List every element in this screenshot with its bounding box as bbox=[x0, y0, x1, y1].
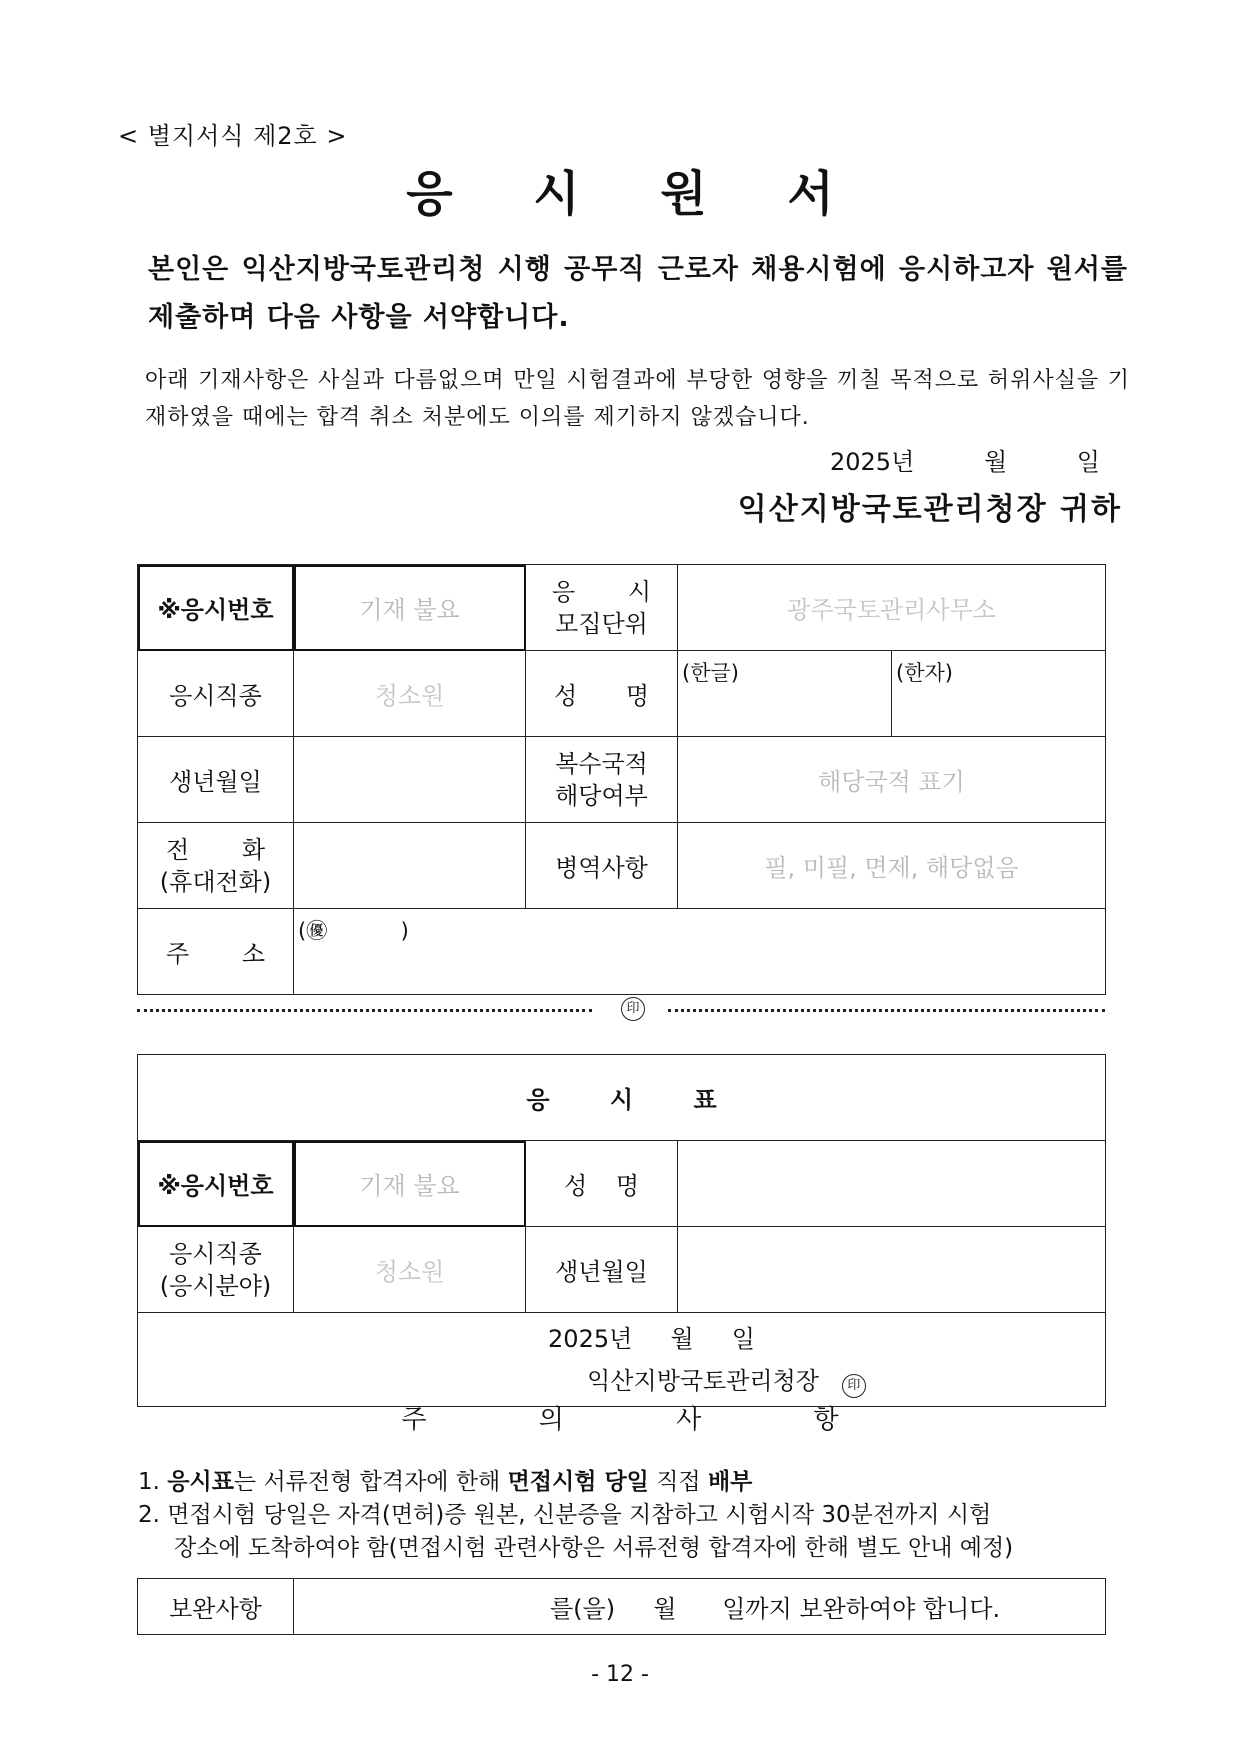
supplement-label: 보완사항 bbox=[138, 1579, 294, 1635]
birth-date-label: 생년월일 bbox=[138, 737, 294, 823]
job-type-label: 응시직종 bbox=[138, 651, 294, 737]
cut-line-seal: 印 bbox=[621, 997, 645, 1021]
cut-line-left bbox=[137, 1009, 592, 1012]
address-field[interactable] bbox=[294, 909, 1106, 995]
page-number: - 12 - bbox=[591, 1662, 649, 1687]
form-number: < 별지서식 제2호 > bbox=[118, 122, 348, 150]
pledge-statement: 본인은 익산지방국토관리청 시행 공무직 근로자 채용시험에 응시하고자 원서를 제출하며 다음 사항을 서약합니다. bbox=[148, 254, 1128, 333]
exam-number-label: ※응시번호 bbox=[138, 565, 294, 651]
caution-title: 주 의 사 항 bbox=[401, 1405, 891, 1435]
name-hanja-field[interactable]: (한자) bbox=[892, 651, 1106, 737]
phone-label: 전 화 (휴대전화) bbox=[138, 823, 294, 909]
document-title: 응 시 원 서 bbox=[406, 166, 866, 222]
card-birth-date-field[interactable] bbox=[678, 1227, 1106, 1313]
card-issuer: 익산지방국토관리청장 印 bbox=[138, 1360, 1105, 1402]
application-table bbox=[137, 564, 1106, 995]
admission-card-title: 응 시 표 bbox=[138, 1055, 1106, 1141]
birth-date-field[interactable] bbox=[294, 737, 526, 823]
postal-code-field: (㊝ ) bbox=[298, 919, 409, 943]
card-job-type-value[interactable]: 청소원 bbox=[294, 1227, 526, 1313]
issuer-seal: 印 bbox=[842, 1374, 866, 1398]
date-year: 2025년 bbox=[830, 448, 915, 476]
job-type-value[interactable]: 청소원 bbox=[294, 651, 526, 737]
supplement-field[interactable]: 를(을) 월 일까지 보완하여야 합니다. bbox=[294, 1579, 1106, 1635]
card-issue-date: 2025년 월 일 bbox=[548, 1324, 755, 1353]
date-day: 일 bbox=[1076, 448, 1100, 476]
recruit-unit-label: 응 시 모집단위 bbox=[526, 565, 678, 651]
recruit-unit-value[interactable]: 광주국토관리사무소 bbox=[678, 565, 1106, 651]
caution-item-2: 2. 면접시험 당일은 자격(면허)증 원본, 신분증을 지참하고 시험시작 30분전까지 시험 장소에 도착하여야 함(면접시험 관련사항은 서류전형 합격자에 한해 별도 안내 예정) bbox=[138, 1502, 1014, 1561]
address-label: 주 소 bbox=[138, 909, 294, 995]
name-label: 성 명 bbox=[526, 651, 678, 737]
date-month: 월 bbox=[983, 448, 1008, 476]
notice-text: 아래 기재사항은 사실과 다름없으며 만일 시험결과에 부당한 영향을 끼칠 목적으로 허위사실을 기재하였을 때에는 합격 취소 처분에도 이의를 제기하지 않겠습니다. bbox=[145, 368, 1130, 430]
dual-nationality-label: 복수국적 해당여부 bbox=[526, 737, 678, 823]
exam-number-hint[interactable]: 기재 불요 bbox=[294, 565, 526, 651]
cut-line-right bbox=[668, 1009, 1105, 1012]
card-job-type-label: 응시직종 (응시분야) bbox=[138, 1227, 294, 1313]
caution-item-1: 1. 응시표는 서류전형 합격자에 한해 면접시험 당일 직접 배부 bbox=[138, 1469, 753, 1495]
card-issue-block bbox=[138, 1313, 1106, 1407]
application-date bbox=[830, 442, 1100, 477]
name-korean-field[interactable]: (한글) bbox=[678, 651, 892, 737]
dual-nationality-hint[interactable]: 해당국적 표기 bbox=[678, 737, 1106, 823]
admission-card-table bbox=[137, 1054, 1106, 1407]
card-exam-number-hint[interactable]: 기재 불요 bbox=[294, 1141, 526, 1227]
military-hint[interactable]: 필, 미필, 면제, 해당없음 bbox=[678, 823, 1106, 909]
phone-field[interactable] bbox=[294, 823, 526, 909]
supplement-table bbox=[137, 1578, 1106, 1635]
card-name-field[interactable] bbox=[678, 1141, 1106, 1227]
card-birth-date-label: 생년월일 bbox=[526, 1227, 678, 1313]
card-name-label: 성 명 bbox=[526, 1141, 678, 1227]
addressee: 익산지방국토관리청장 귀하 bbox=[737, 492, 1122, 527]
card-exam-number-label: ※응시번호 bbox=[138, 1141, 294, 1227]
military-label: 병역사항 bbox=[526, 823, 678, 909]
